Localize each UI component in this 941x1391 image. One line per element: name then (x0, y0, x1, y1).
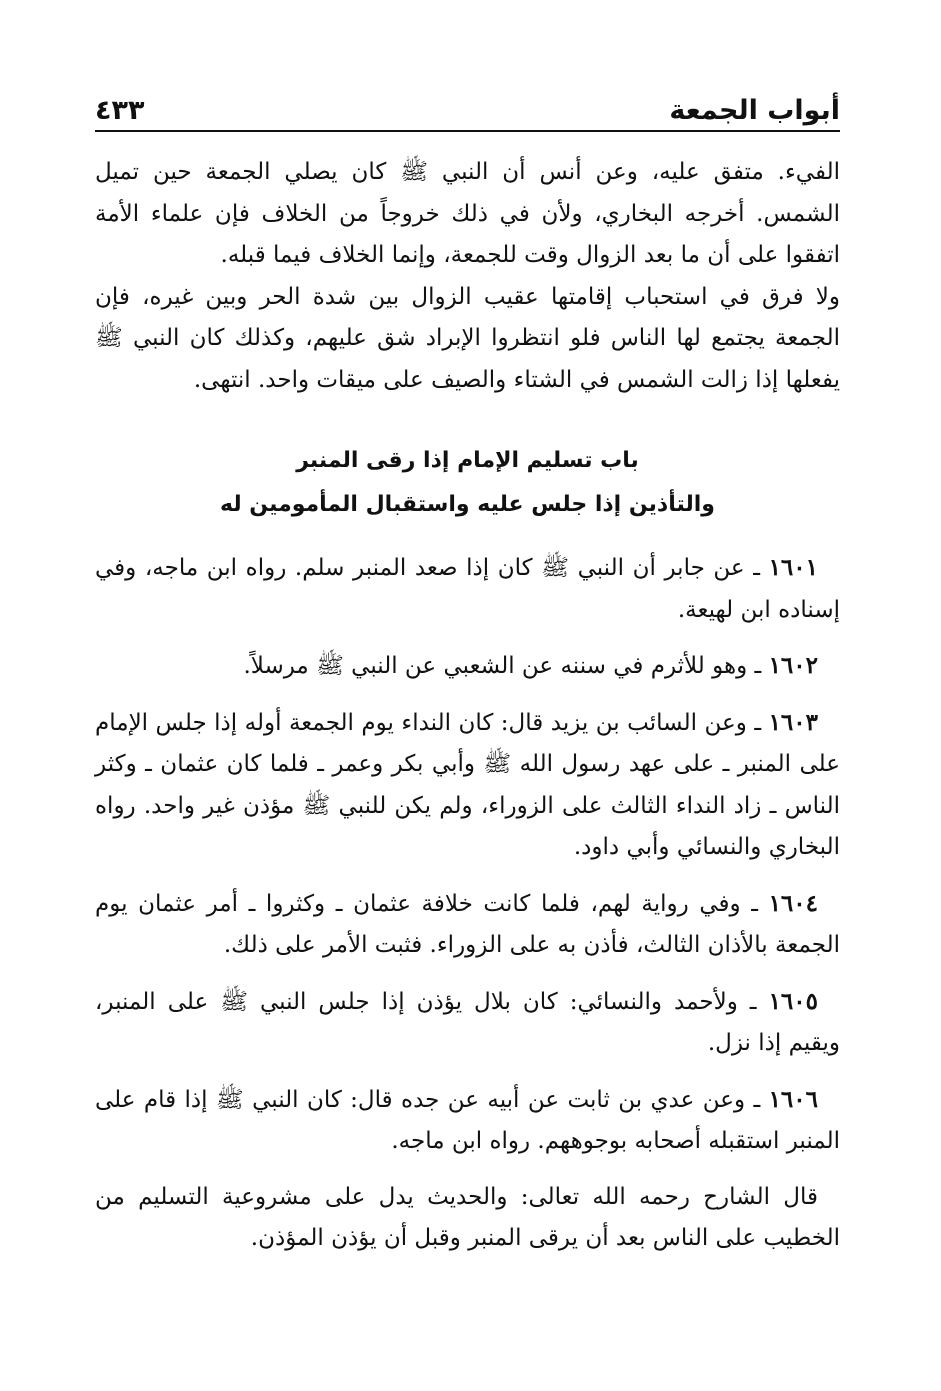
hadith-1601 (95, 547, 840, 631)
hadith-text: عن جابر أن النبي ﷺ كان إذا صعد المنبر سلم. رواه ابن ماجه، وفي إسناده ابن لهيعة. (95, 555, 840, 623)
page-number: ٤٣٣ (95, 95, 145, 126)
hadith-text: ولأحمد والنسائي: كان بلال يؤذن إذا جلس النبي ﷺ على المنبر، ويقيم إذا نزل. (95, 988, 840, 1056)
hadith-number: ١٦٠٥ (768, 987, 818, 1015)
hadith-1604 (95, 883, 840, 967)
page-body (95, 152, 840, 1260)
hadith-text: وعن السائب بن يزيد قال: كان النداء يوم الجمعة أوله إذا جلس الإمام على المنبر ـ على عهد رسول الله ﷺ وأبي بكر وعمر ـ فلما كان عثمان ـ وكثر الناس ـ زاد النداء الثالث على الزوراء، ولم يكن للنبي ﷺ مؤذن غير واحد. رواه البخاري والنسائي وأبي داود. (95, 709, 840, 860)
hadith-separator: ـ (747, 653, 769, 679)
hadith-paragraph (95, 981, 840, 1065)
hadith-separator: ـ (745, 1086, 769, 1113)
hadith-1603 (95, 702, 840, 869)
intro-paragraph-2: ولا فرق في استحباب إقامتها عقيب الزوال بين شدة الحر وبين غيره، فإن الجمعة يجتمع لها الناس فلو انتظروا الإبراد شق عليهم، وكذلك كان النبي ﷺ يفعلها إذا زالت الشمس في الشتاء والصيف على ميقات واحد. انتهى. (95, 283, 840, 393)
commentary-section (95, 1177, 840, 1260)
hadith-number: ١٦٠٣ (768, 708, 818, 736)
hadith-number: ١٦٠٤ (768, 889, 818, 917)
hadith-separator: ـ (740, 890, 769, 917)
hadith-text: وعن عدي بن ثابت عن أبيه عن جده قال: كان النبي ﷺ إذا قام على المنبر استقبله أصحابه بوجوههم. رواه ابن ماجه. (95, 1086, 840, 1154)
hadith-number: ١٦٠١ (768, 554, 818, 581)
hadith-paragraph (95, 883, 840, 967)
commentary-paragraph: قال الشارح رحمه الله تعالى: والحديث يدل على مشروعية التسليم من الخطيب على الناس بعد أن يرقى المنبر وقبل أن يؤذن المؤذن. (95, 1183, 840, 1251)
hadith-number: ١٦٠٦ (768, 1085, 818, 1113)
chapter-title-line-2: والتأذين إذا جلس عليه واستقبال المأمومين له (220, 492, 715, 517)
chapter-heading (95, 439, 840, 527)
hadith-separator: ـ (744, 555, 769, 581)
hadith-separator: ـ (746, 709, 769, 736)
hadith-paragraph (95, 645, 840, 688)
intro-section (95, 152, 840, 401)
hadith-1605 (95, 981, 840, 1065)
hadith-1606 (95, 1079, 840, 1163)
hadith-paragraph (95, 702, 840, 869)
hadith-separator: ـ (737, 988, 769, 1015)
hadith-paragraph (95, 547, 840, 631)
intro-paragraph-1: الفيء. متفق عليه، وعن أنس أن النبي ﷺ كان يصلي الجمعة حين تميل الشمس. أخرجه البخاري، ولأن في ذلك خروجاً من الخلاف فإن علماء الأمة اتفقوا على أن ما بعد الزوال وقت للجمعة، وإنما الخلاف فيما قبله. (95, 159, 840, 268)
running-title: أبواب الجمعة (669, 95, 840, 126)
hadith-number: ١٦٠٢ (768, 652, 818, 679)
hadith-text: وفي رواية لهم، فلما كانت خلافة عثمان ـ وكثروا ـ أمر عثمان يوم الجمعة بالأذان الثالث، فأذن به على الزوراء. فثبت الأمر على ذلك. (95, 890, 840, 958)
hadith-text: وهو للأثرم في سننه عن الشعبي عن النبي ﷺ مرسلاً. (243, 653, 748, 679)
hadith-1602 (95, 645, 840, 688)
chapter-title-line-1: باب تسليم الإمام إذا رقى المنبر (296, 448, 639, 473)
hadith-paragraph (95, 1079, 840, 1163)
page-header (95, 78, 840, 132)
book-page (95, 78, 840, 1368)
